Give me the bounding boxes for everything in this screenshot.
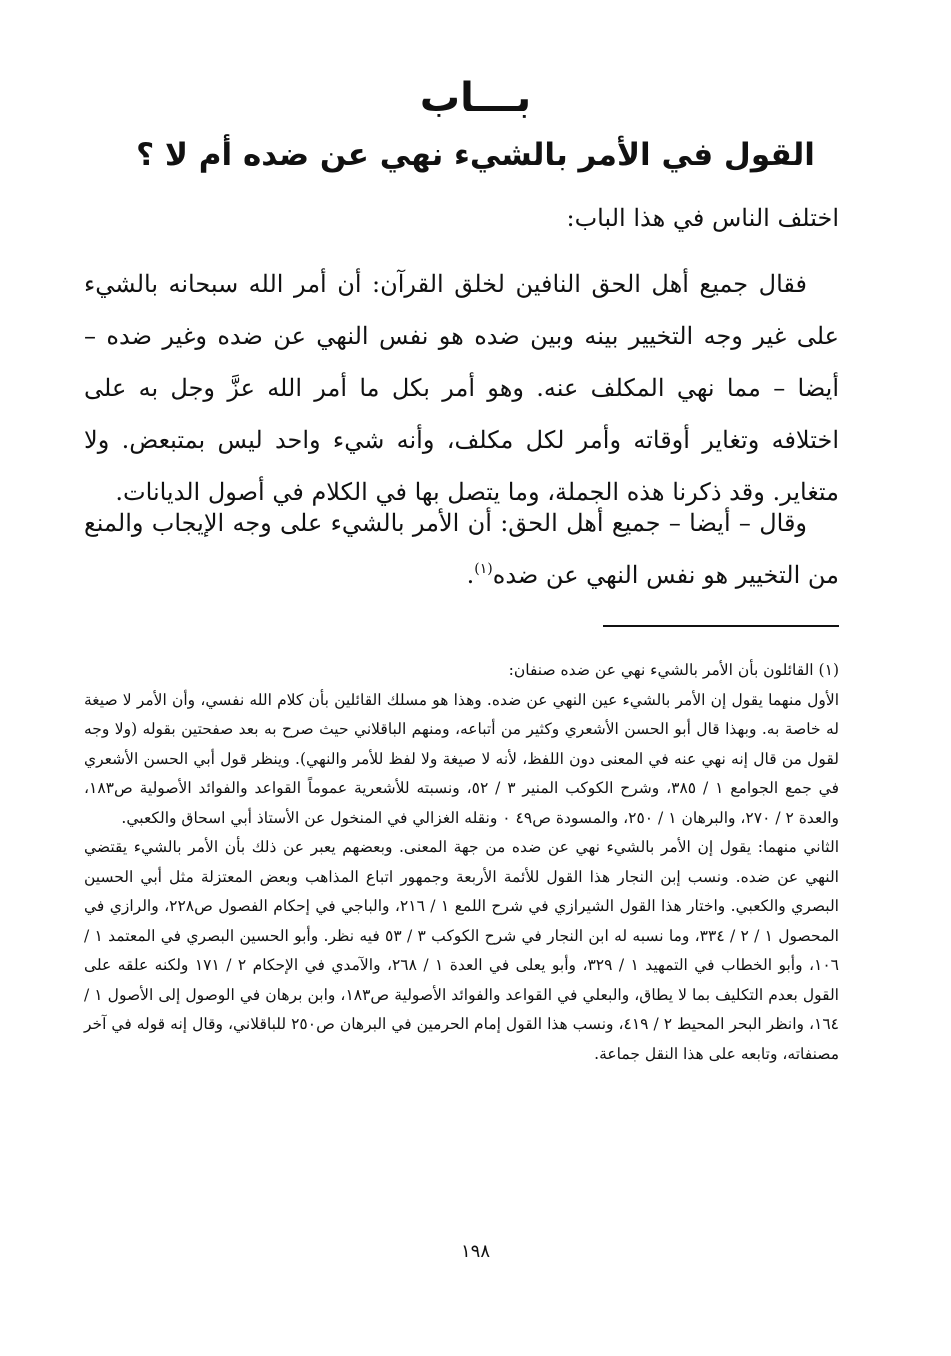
body-paragraph-2-text: وقال – أيضا – جميع أهل الحق: أن الأمر بالشيء على وجه الإيجاب والمنع من التخيير هو نفس النهي عن ضده	[84, 509, 839, 589]
page-number: ١٩٨	[460, 1241, 490, 1262]
footnote-second-view: الثاني منهما: يقول إن الأمر بالشيء نهي عن ضده من جهة المعنى. وبعضهم يعبر عن ذلك بأن الأمر بالشيء يقتضي النهي عن ضده. ونسب إبن النجار هذا القول للأئمة الأربعة وجمهور اتباع المذاهب وبعض المعتزلة مثل أبي الحسين البصري والكعبي. واختار هذا القول الشيرازي في شرح اللمع ١ / ٢١٦، والباجي في إحكام الفصول ص٢٢٨، والرازي في المحصول ١ / ٢ / ٣٣٤، وما نسبه له ابن النجار في شرح الكوكب ٣ / ٥٣ فيه نظر. وأبو الحسين البصري في المعتمد ١ / ١٠٦، وأبو الخطاب في التمهيد ١ / ٣٢٩، وأبو يعلى في العدة ١ / ٢٦٨، والآمدي في الإحكام ٢ / ١٧١ ولكنه علقه على القول بعدم التكليف بما لا يطاق، والبعلي في القواعد والفوائد الأصولية ص١٨٣، وابن برهان في الوصول إلى الأصول ١ / ١٦٤، وانظر البحر المحيط ٢ / ٤١٩، ونسب هذا القول إمام الحرمين في البرهان ص٢٥٠ للباقلاني، وقال إنه قوله في آخر مصنفاته، وتابعه على هذا النقل جماعة.	[84, 838, 839, 1063]
footnote-divider	[603, 625, 839, 627]
footnote-first-view: الأول منهما يقول إن الأمر بالشيء عين النهي عن ضده. وهذا هو مسلك القائلين بأن كلام الله نفسي، وأن الأمر لا صيغة له خاصة به. وبهذا قال أبو الحسن الأشعري وكثير من أتباعه، ومنهم الباقلاني حيث صرح به بعد صفحتين بقوله (ولا وجه لقول من قال إنه نهي عنه في المعنى دون اللفظ، لأنه لا صيغة ولا لفظ للأمر والنهي). وينظر قول أبي الحسن الأشعري في جمع الجوامع ١ / ٣٨٥، وشرح الكوكب المنير ٣ / ٥٢، ونسبته للأشعرية عموماً القواعد والفوائد الأصولية ص١٨٣، والعدة ٢ / ٢٧٠، والبرهان ١ / ٢٥٠، والمسودة ص٤٩ ٠ ونقله الغزالي في المنخول عن الأستاذ أبي اسحاق والكعبي.	[84, 690, 840, 827]
footnote-reference: (١)	[474, 561, 493, 577]
chapter-label: بـــاب	[419, 75, 532, 121]
footnote-heading-text: القائلون بأن الأمر بالشيء نهي عن ضده صنفان:	[508, 661, 814, 679]
intro-line: اختلف الناس في هذا الباب:	[566, 204, 839, 232]
footnote-heading	[84, 656, 839, 686]
footnotes	[84, 656, 839, 1069]
body-paragraph-1: فقال جميع أهل الحق النافين لخلق القرآن: أن أمر الله سبحانه بالشيء على غير وجه التخيير بينه وبين ضده هو نفس النهي عن ضده وغير ضده – أيضا – مما نهي المكلف عنه. وهو أمر بكل ما أمر الله عزَّ وجل به على اختلافه وتغاير أوقاته وأمر لكل مكلف، وأنه شيء واحد ليس بمتبعض. ولا متغاير. وقد ذكرنا هذه الجملة، وما يتصل بها في الكلام في أصول الديانات.	[84, 270, 839, 506]
body-paragraph-2	[84, 497, 839, 601]
chapter-title: القول في الأمر بالشيء نهي عن ضده أم لا ؟	[136, 137, 815, 173]
footnote-marker: (١)	[818, 661, 839, 679]
body-paragraph-2-end: .	[466, 561, 475, 589]
